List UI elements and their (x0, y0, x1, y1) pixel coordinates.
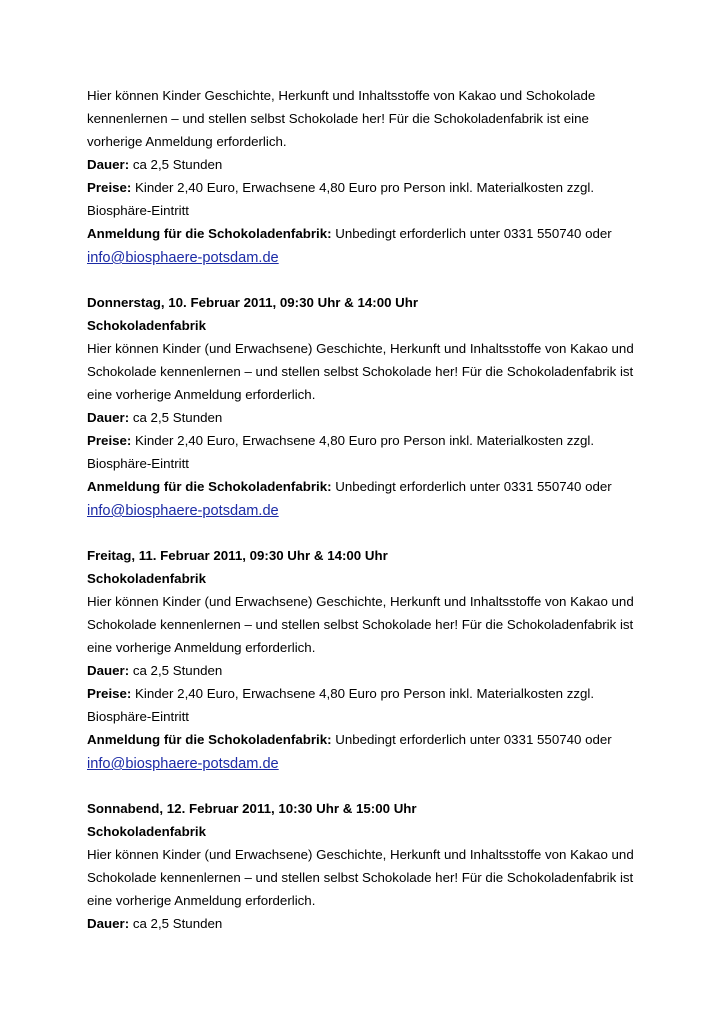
body-text-line: Hier können Kinder Geschichte, Herkunft und Inhaltsstoffe von Kakao und Schokolade (87, 88, 596, 103)
price-continuation: Biosphäre-Eintritt (87, 456, 189, 471)
duration-line (87, 406, 657, 429)
body-text-line: Schokolade kennenlernen – und stellen selbst Schokolade her! Für die Schokoladenfabrik ist (87, 364, 634, 379)
duration-line (87, 912, 657, 935)
body-text-line: eine vorherige Anmeldung erforderlich. (87, 387, 316, 402)
price-label: Preise: (87, 686, 132, 701)
body-text-line: Hier können Kinder (und Erwachsene) Geschichte, Herkunft und Inhaltsstoffe von Kakao und (87, 594, 634, 609)
price-continuation: Biosphäre-Eintritt (87, 709, 189, 724)
event-title: Schokoladenfabrik (87, 571, 206, 586)
event-section (87, 544, 657, 777)
price-label: Preise: (87, 433, 132, 448)
body-text-line: Hier können Kinder (und Erwachsene) Geschichte, Herkunft und Inhaltsstoffe von Kakao und (87, 847, 634, 862)
registration-line (87, 728, 657, 751)
email-link[interactable]: info@biosphaere-potsdam.de (87, 756, 279, 772)
duration-value: ca 2,5 Stunden (129, 410, 223, 425)
event-section (87, 291, 657, 524)
duration-label: Dauer: (87, 157, 130, 172)
section-spacer (87, 524, 657, 544)
document-body (87, 84, 657, 935)
section-spacer (87, 777, 657, 797)
duration-line (87, 659, 657, 682)
email-link[interactable]: info@biosphaere-potsdam.de (87, 250, 279, 266)
body-text-line: kennenlernen – und stellen selbst Schokolade her! Für die Schokoladenfabrik ist eine (87, 111, 589, 126)
registration-label: Anmeldung für die Schokoladenfabrik: (87, 479, 332, 494)
price-continuation: Biosphäre-Eintritt (87, 203, 189, 218)
registration-value: Unbedingt erforderlich unter 0331 550740 oder (331, 226, 612, 241)
registration-value: Unbedingt erforderlich unter 0331 550740 oder (331, 479, 612, 494)
body-text-line: vorherige Anmeldung erforderlich. (87, 134, 287, 149)
price-line (87, 429, 657, 452)
body-text-line: Hier können Kinder (und Erwachsene) Geschichte, Herkunft und Inhaltsstoffe von Kakao und (87, 341, 634, 356)
body-text-line: Schokolade kennenlernen – und stellen selbst Schokolade her! Für die Schokoladenfabrik ist (87, 870, 634, 885)
price-value: Kinder 2,40 Euro, Erwachsene 4,80 Euro pro Person inkl. Materialkosten zzgl. (131, 433, 595, 448)
registration-line (87, 475, 657, 498)
event-date: Sonnabend, 12. Februar 2011, 10:30 Uhr & 15:00 Uhr (87, 801, 417, 816)
duration-line (87, 153, 657, 176)
registration-label: Anmeldung für die Schokoladenfabrik: (87, 732, 332, 747)
event-date: Freitag, 11. Februar 2011, 09:30 Uhr & 14:00 Uhr (87, 548, 388, 563)
event-section (87, 797, 657, 935)
price-label: Preise: (87, 180, 132, 195)
event-title: Schokoladenfabrik (87, 318, 206, 333)
email-link[interactable]: info@biosphaere-potsdam.de (87, 503, 279, 519)
price-line (87, 682, 657, 705)
price-value: Kinder 2,40 Euro, Erwachsene 4,80 Euro pro Person inkl. Materialkosten zzgl. (131, 686, 595, 701)
event-title: Schokoladenfabrik (87, 824, 206, 839)
duration-value: ca 2,5 Stunden (129, 663, 223, 678)
price-value: Kinder 2,40 Euro, Erwachsene 4,80 Euro pro Person inkl. Materialkosten zzgl. (131, 180, 595, 195)
event-date: Donnerstag, 10. Februar 2011, 09:30 Uhr & 14:00 Uhr (87, 295, 419, 310)
duration-value: ca 2,5 Stunden (129, 916, 223, 931)
duration-label: Dauer: (87, 410, 130, 425)
duration-label: Dauer: (87, 663, 130, 678)
duration-value: ca 2,5 Stunden (129, 157, 223, 172)
registration-label: Anmeldung für die Schokoladenfabrik: (87, 226, 332, 241)
intro-section (87, 84, 657, 271)
registration-line (87, 222, 657, 245)
section-spacer (87, 271, 657, 291)
body-text-line: Schokolade kennenlernen – und stellen selbst Schokolade her! Für die Schokoladenfabrik ist (87, 617, 634, 632)
duration-label: Dauer: (87, 916, 130, 931)
price-line (87, 176, 657, 199)
registration-value: Unbedingt erforderlich unter 0331 550740 oder (331, 732, 612, 747)
body-text-line: eine vorherige Anmeldung erforderlich. (87, 640, 316, 655)
body-text-line: eine vorherige Anmeldung erforderlich. (87, 893, 316, 908)
